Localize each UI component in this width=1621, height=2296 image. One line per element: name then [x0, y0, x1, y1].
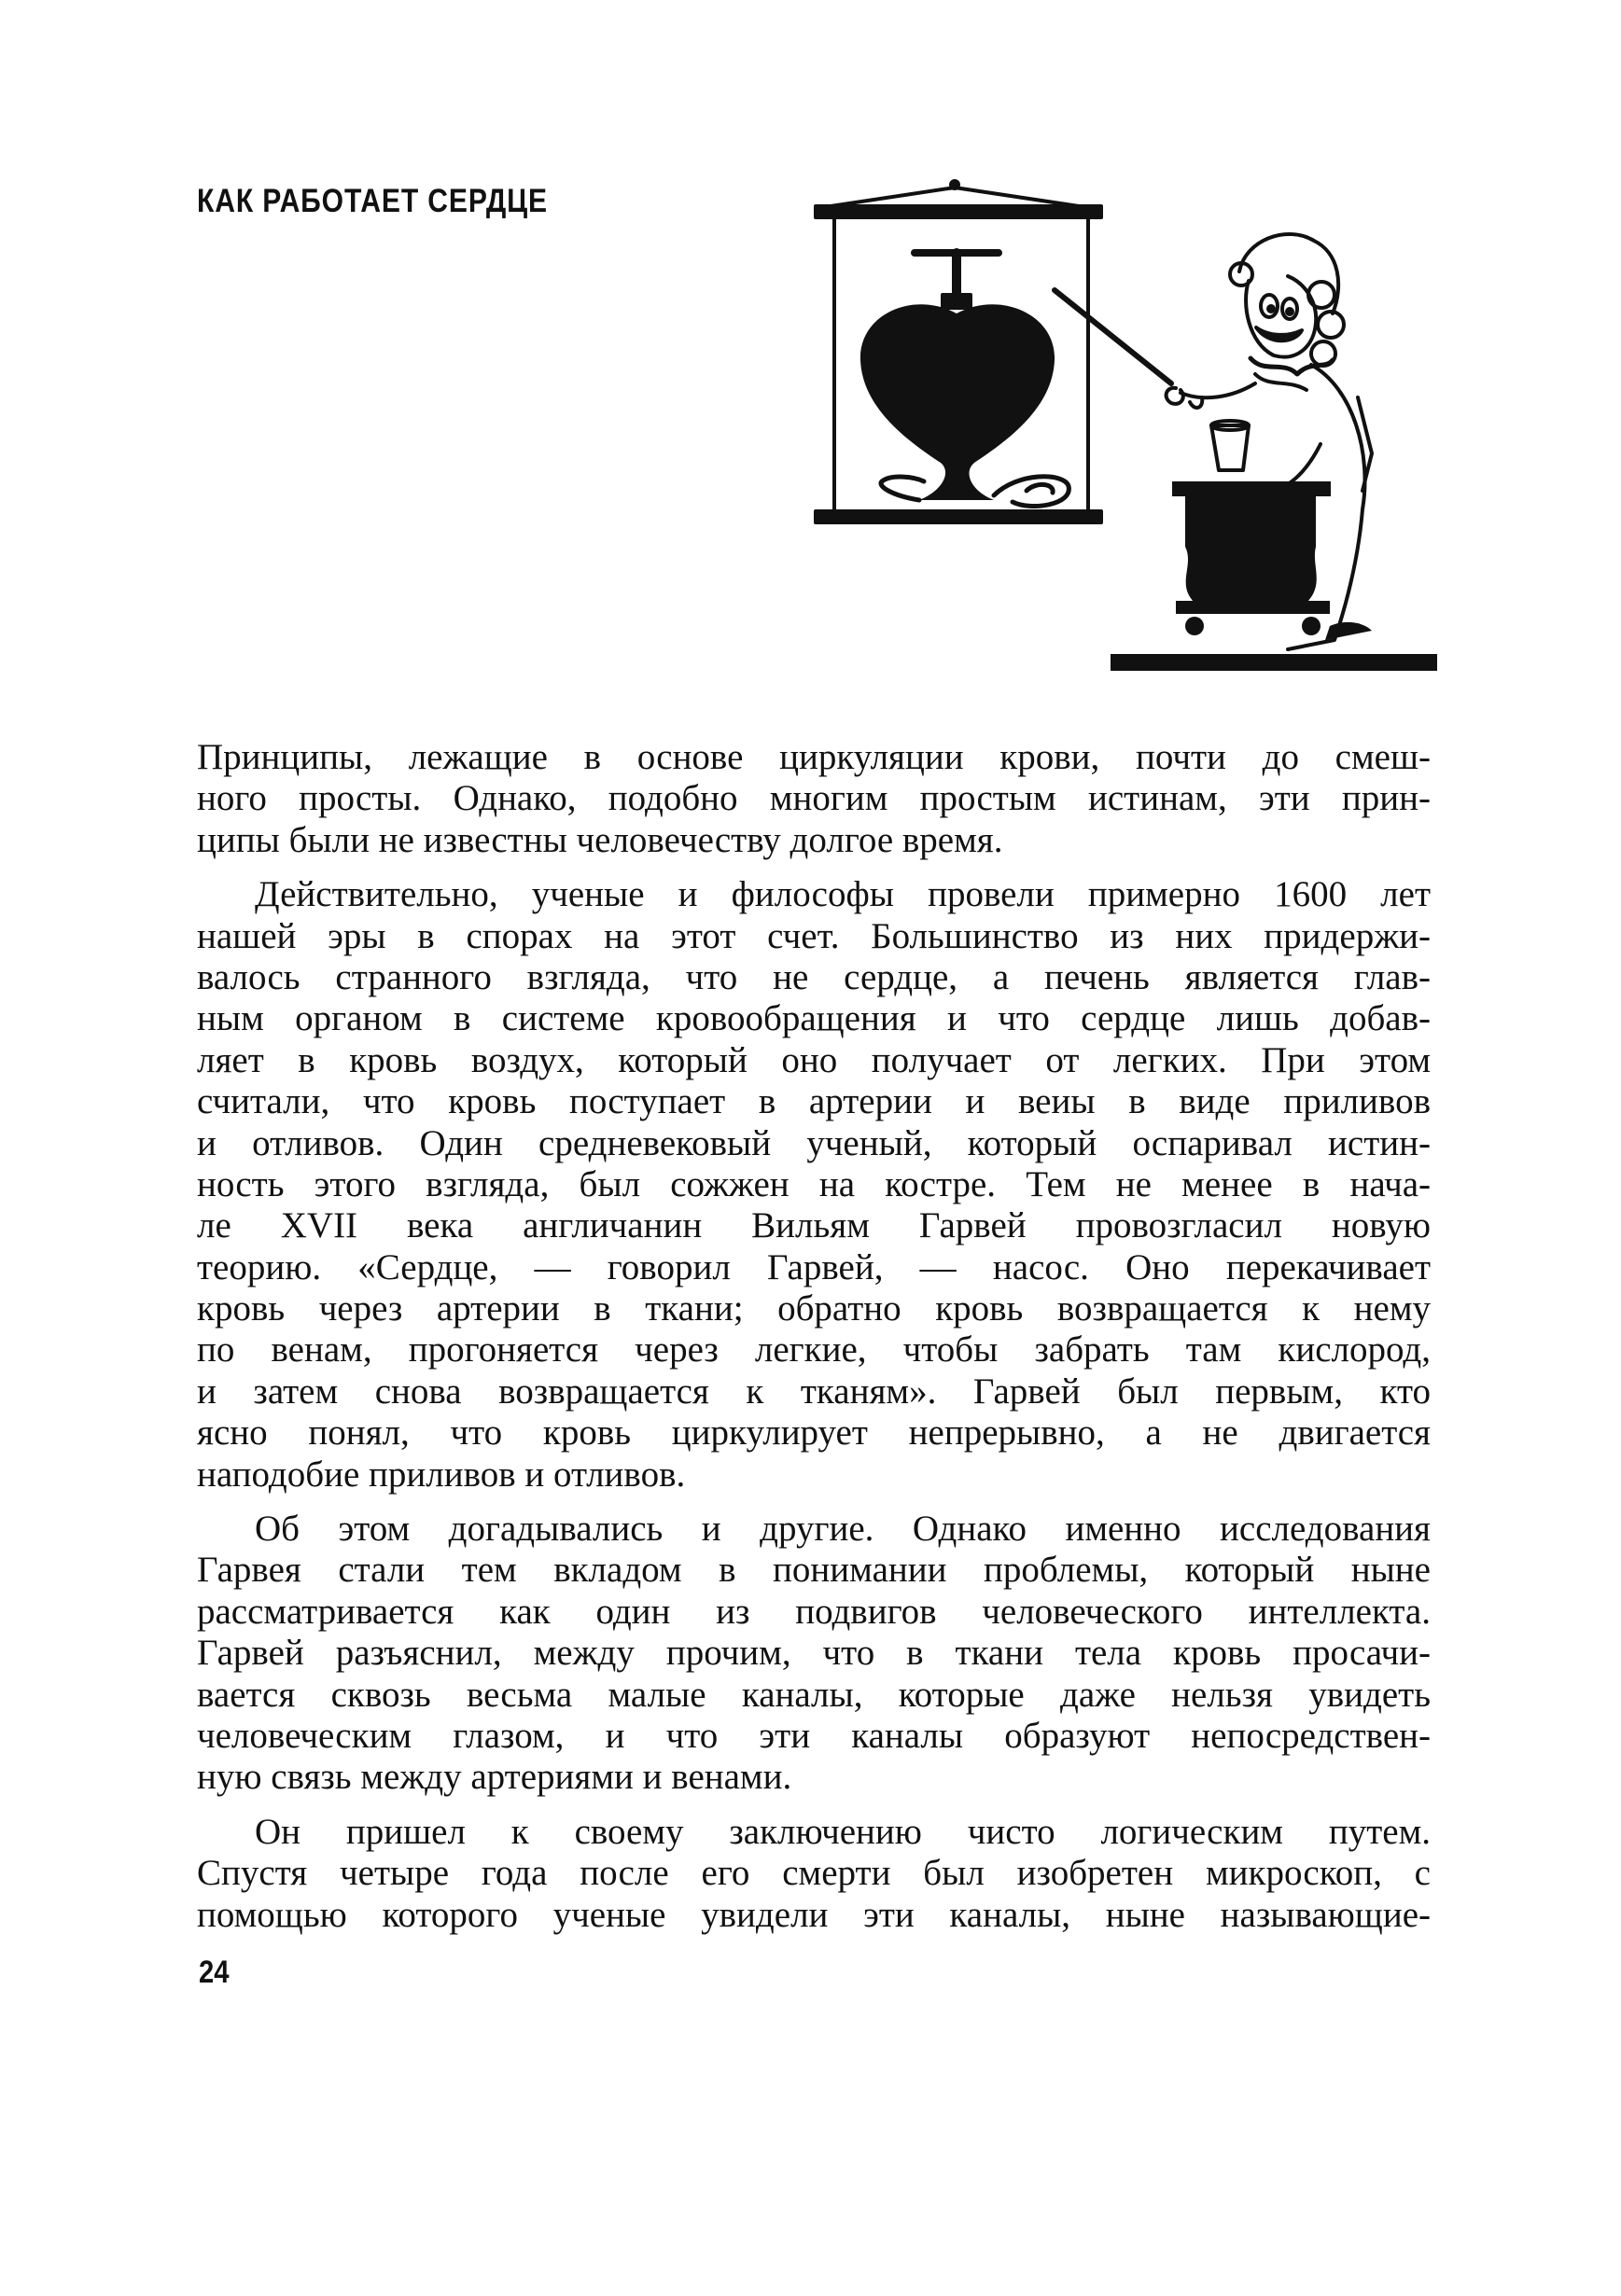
text-line: ляет в кровь воздух, который оно получает от легких. При этом [197, 1039, 1431, 1080]
text-line: и отливов. Один средневековый ученый, который оспаривал истин- [197, 1122, 1431, 1163]
text-line: вается сквозь весьма малые каналы, которые даже нельзя увидеть [197, 1674, 1431, 1715]
paragraph-2 [197, 874, 1431, 1496]
text-line: и затем снова возвращается к тканям». Гарвей был первым, кто [197, 1371, 1431, 1412]
text-line: помощью которого ученые увидели эти каналы, ныне называющие- [197, 1894, 1431, 1935]
text-line: наподобие приливов и отливов. [197, 1454, 686, 1495]
text-line: Действительно, ученые и философы провели примерно 1600 лет [255, 874, 1431, 915]
text-line: Гарвея стали тем вкладом в понимании проблемы, который ныне [197, 1550, 1431, 1591]
text-line: рассматривается как один из подвигов человеческого интеллекта. [197, 1591, 1431, 1632]
paragraph-1 [197, 737, 1431, 861]
article-body [197, 737, 1431, 1936]
text-line: ным органом в системе кровообращения и что сердце лишь добав- [197, 998, 1431, 1039]
text-line: по венам, прогоняется через легкие, чтобы забрать там кислород, [197, 1329, 1431, 1371]
paragraph-4 [197, 1812, 1431, 1936]
text-line: ципы были не известны человечеству долгое время. [197, 819, 1003, 860]
text-line: кровь через артерии в ткани; обратно кровь возвращается к нему [197, 1288, 1431, 1329]
paragraph-3 [197, 1509, 1431, 1799]
text-line: теорию. «Сердце, — говорил Гарвей, — насос. Оно перекачивает [197, 1246, 1431, 1287]
text-line: ную связь между артериями и венами. [197, 1757, 792, 1798]
section-heading: КАК РАБОТАЕТ СЕРДЦЕ [197, 183, 548, 219]
text-line: Гарвей разъяснил, между прочим, что в ткани тела кровь просачи- [197, 1633, 1431, 1674]
heart-pump-chart-icon [803, 174, 1437, 696]
text-line: Он пришел к своему заключению чисто логическим путем. [255, 1811, 1431, 1852]
page-number: 24 [199, 1955, 230, 1990]
text-line: ного просты. Однако, подобно многим простым истинам, эти прин- [197, 778, 1431, 819]
text-line: Об этом догадывались и другие. Однако именно исследования [255, 1509, 1431, 1550]
text-line: ность этого взгляда, был сожжен на костре. Тем не менее в нача- [197, 1163, 1431, 1204]
text-line: ясно понял, что кровь циркулирует непрерывно, а не двигается [197, 1412, 1431, 1454]
scientist-heart-illustration [803, 174, 1437, 696]
text-line: нашей эры в спорах на этот счет. Большинство из них придержи- [197, 915, 1431, 956]
text-line: ле XVII века англичанин Вильям Гарвей провозгласил новую [197, 1205, 1431, 1246]
text-line: валось странного взгляда, что не сердце, а печень является глав- [197, 956, 1431, 997]
text-line: считали, что кровь поступает в артерии и веиы в виде приливов [197, 1081, 1431, 1122]
text-line: Спустя четыре года после его смерти был изобретен микроскоп, с [197, 1853, 1431, 1894]
text-line: человеческим глазом, и что эти каналы образуют непосредствен- [197, 1715, 1431, 1756]
text-line: Принципы, лежащие в основе циркуляции крови, почти до смеш- [197, 737, 1431, 777]
